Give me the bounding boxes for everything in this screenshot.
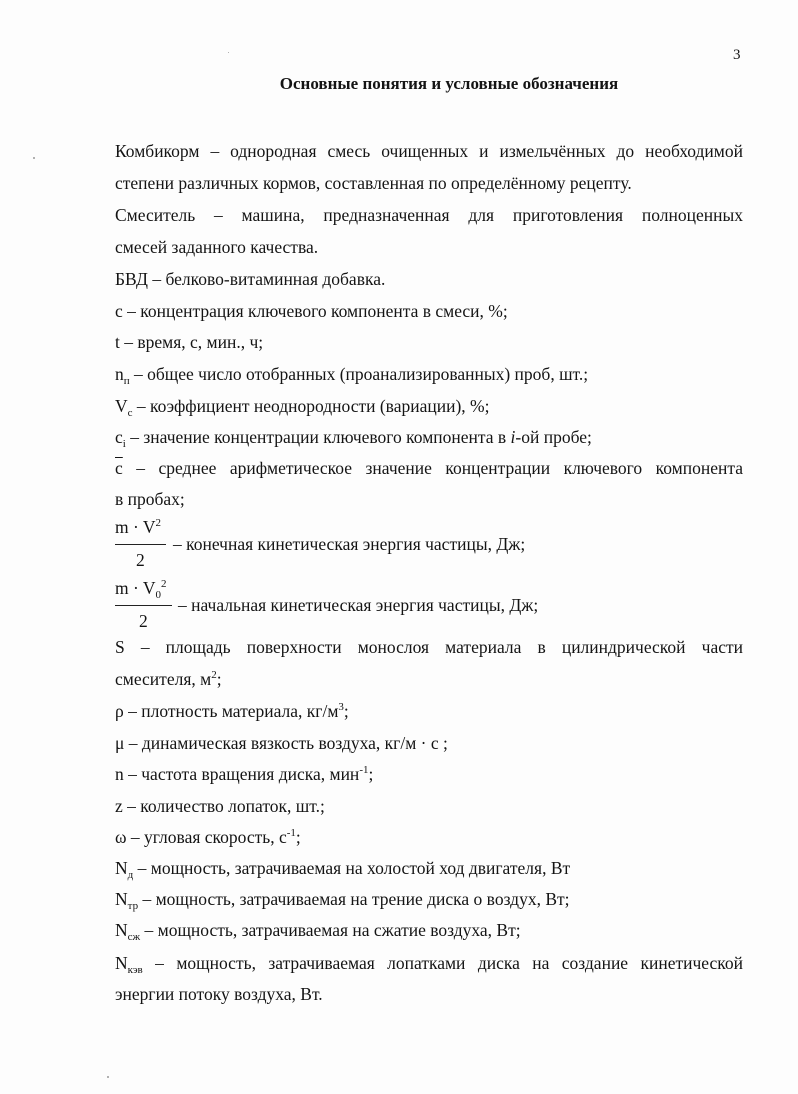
definition-text: ω – угловая скорость, с	[115, 827, 287, 847]
definition-n-probes	[115, 363, 743, 385]
definition-s: S – площадь поверхности монослоя материала в цилиндрической части	[115, 637, 743, 657]
superscript: -1	[359, 764, 369, 776]
definition-omega	[115, 826, 743, 848]
page-number: 3	[733, 47, 741, 63]
definition-text: – мощность, затрачиваемая лопатками диска на создание кинетической	[142, 953, 743, 973]
subscript: i	[122, 438, 126, 450]
definition-text-end: -ой пробе;	[515, 427, 592, 447]
definition-text: – значение концентрации ключевого компонента в	[125, 427, 511, 447]
definition-z: z – количество лопаток, шт.;	[115, 796, 325, 816]
definition-text: – коэффициент неоднородности (вариации), %;	[132, 396, 490, 416]
definition-nsj	[115, 919, 743, 941]
fraction-bar	[115, 544, 166, 545]
symbol: N	[115, 889, 128, 909]
definition-kombikorm-cont: степени различных кормов, составленная по определённому рецепту.	[115, 173, 632, 193]
superscript: 2	[161, 578, 167, 590]
subscript: п	[123, 375, 130, 387]
subscript: д	[127, 869, 134, 881]
fraction-denominator: 2	[136, 550, 145, 570]
subscript: тр	[127, 900, 139, 912]
fraction-numerator	[115, 517, 161, 538]
fraction-numerator	[115, 578, 167, 599]
definition-rho	[115, 700, 743, 722]
scan-speck	[107, 1076, 109, 1078]
definition-cbar	[115, 457, 743, 479]
definition-ci	[115, 426, 743, 448]
superscript: 2	[211, 669, 217, 681]
definition-c: c – концентрация ключевого компонента в смеси, %;	[115, 301, 508, 321]
definition-text: ρ – плотность материала, кг/м	[115, 701, 339, 721]
definition-text: – мощность, затрачиваемая на холостой ход двигателя, Вт	[133, 858, 571, 878]
definition-smesitel: Смеситель – машина, предназначенная для приготовления полноценных	[115, 205, 743, 225]
scan-speck	[33, 157, 35, 159]
definition-mu: μ – динамическая вязкость воздуха, кг/м · с ;	[115, 733, 448, 753]
definition-text-end: ;	[368, 764, 374, 784]
definition-smesitel-cont: смесей заданного качества.	[115, 237, 319, 257]
fraction-denominator: 2	[139, 611, 148, 631]
definition-nkev	[115, 952, 743, 974]
definition-ntr	[115, 888, 743, 910]
definition-vc	[115, 395, 743, 417]
numerator-text: m · V	[115, 578, 156, 598]
subscript: c	[127, 407, 133, 419]
definition-s-cont	[115, 668, 743, 690]
page-title: Основные понятия и условные обозначения	[279, 74, 619, 93]
definition-text-end: ;	[295, 827, 301, 847]
definition-text: – среднее арифметическое значение концентрации ключевого компонента	[122, 458, 743, 478]
definition-kombikorm: Комбикорм – однородная смесь очищенных и измельчённых до необходимой	[115, 141, 743, 161]
symbol: n	[115, 364, 124, 384]
definition-bvd: БВД – белково-витаминная добавка.	[115, 269, 386, 289]
definition-text: – конечная кинетическая энергия частицы, Дж;	[173, 534, 526, 554]
symbol: V	[115, 396, 128, 416]
italic-i: i	[510, 427, 516, 447]
superscript: 2	[155, 517, 162, 529]
definition-nkev-cont: энергии потоку воздуха, Вт.	[115, 984, 323, 1004]
symbol: N	[115, 920, 128, 940]
definition-text: n – частота вращения диска, мин	[115, 764, 360, 784]
definition-text-end: ;	[216, 669, 222, 689]
superscript: 3	[338, 701, 344, 713]
subscript: кэв	[127, 964, 143, 976]
definition-t: t – время, с, мин., ч;	[115, 332, 264, 352]
definition-nd	[115, 857, 743, 879]
symbol: c	[115, 427, 123, 447]
definition-text: – общее число отобранных (проанализированных) проб, шт.;	[129, 364, 589, 384]
symbol-cbar: $\overline{c}$	[115, 458, 123, 478]
definition-text: – мощность, затрачиваемая на сжатие воздуха, Вт;	[140, 920, 521, 940]
definition-cbar-cont: в пробах;	[115, 489, 185, 509]
subscript: 0	[155, 589, 162, 601]
subscript: сж	[127, 931, 141, 943]
definition-n-rotation	[115, 763, 743, 785]
numerator-text: m · V	[115, 517, 156, 537]
definition-text-end: ;	[343, 701, 349, 721]
symbol: N	[115, 953, 128, 973]
symbol: N	[115, 858, 128, 878]
scan-speck	[228, 52, 229, 53]
superscript: -1	[286, 827, 296, 839]
definition-text: смесителя, м	[115, 669, 212, 689]
definition-text: – начальная кинетическая энергия частицы, Дж;	[178, 595, 539, 615]
fraction-bar	[115, 605, 172, 606]
definition-text: – мощность, затрачиваемая на трение диска о воздух, Вт;	[138, 889, 570, 909]
